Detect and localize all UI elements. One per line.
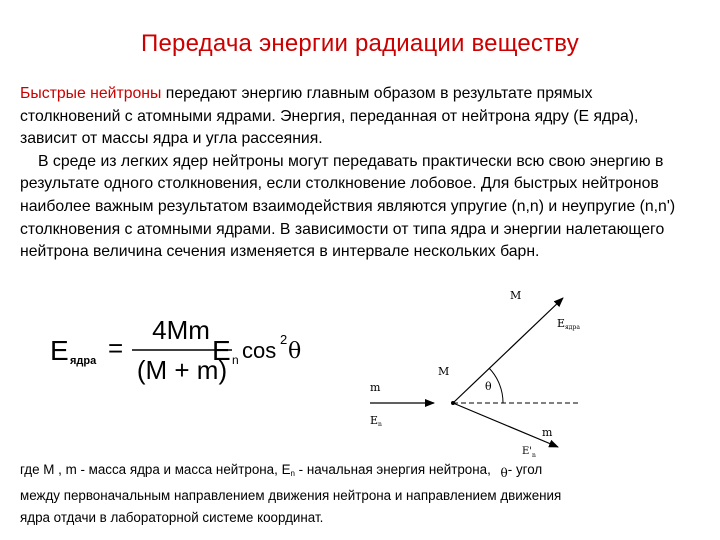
paragraph-1-text: передают энергию главным образом в результате прямых столкновений с атомными ядрами. Энергия, переданная от нейтрона ядру (E ядра), зависит от массы ядра и угла рассеяния. xyxy=(20,85,639,148)
label-theta: θ xyxy=(485,380,492,393)
collision-point xyxy=(451,401,455,405)
energy-formula xyxy=(48,312,338,392)
body-text xyxy=(20,83,690,264)
formula-numerator: 4Mm xyxy=(152,315,210,345)
formula-cos: cos xyxy=(242,338,277,363)
label-En-prime: E' xyxy=(522,446,533,457)
label-En-prime-sub: n xyxy=(532,452,536,459)
label-M-top: M xyxy=(510,289,522,302)
label-m-incoming: m xyxy=(370,381,381,394)
recoil-nucleus-arrow xyxy=(453,298,566,403)
formula-En-E: E xyxy=(212,335,231,366)
footnote-line-1 xyxy=(20,459,710,485)
theta-symbol: θ xyxy=(500,466,508,480)
formula-lhs-sub: ядра xyxy=(70,355,97,367)
label-En: E xyxy=(370,414,379,427)
paragraph-1 xyxy=(20,83,690,151)
formula-En-sub: n xyxy=(232,353,239,367)
footnote-sub: n xyxy=(290,469,295,478)
label-E-nucleus-sub: ядра xyxy=(565,324,580,331)
formula-equals: = xyxy=(108,333,124,363)
footnote-text-2: - начальная энергия нейтрона, xyxy=(294,462,495,477)
formula-theta: θ xyxy=(288,339,302,364)
formula-power: 2 xyxy=(280,332,288,347)
highlight-fast-neutrons: Быстрые нейтроны xyxy=(20,85,162,102)
footnote-line-3: ядра отдачи в лабораторной системе координат. xyxy=(20,510,324,525)
footnote-line-2: между первоначальным направлением движения нейтрона и направлением движения xyxy=(20,488,562,503)
scattered-neutron-arrow xyxy=(453,403,558,447)
formula-denominator: (M + m) xyxy=(136,355,228,385)
scattering-diagram xyxy=(360,280,600,460)
footnote-text-1: где M , m - масса ядра и масса нейтрона, E xyxy=(20,462,291,477)
label-E-nucleus: E xyxy=(557,317,566,330)
label-m-scattered: m xyxy=(542,426,553,439)
label-M-center: M xyxy=(438,365,450,378)
footnote xyxy=(20,459,710,529)
paragraph-2: В среде из легких ядер нейтроны могут передавать практически всю свою энергию в результате одного столкновения, если столкновение лобовое. Для быстрых нейтронов наиболее важным результатом взаимодействия являются упругие (n,n) и неупругие (n,n') столкновения с атомными ядрами. В зависимости от типа ядра и энергии налетающего нейтрона величина сечения изменяется в интервале нескольких барн. xyxy=(20,152,676,261)
label-En-sub: n xyxy=(378,421,382,428)
footnote-text-3: - угол xyxy=(507,462,543,477)
formula-lhs-E: E xyxy=(50,335,69,366)
slide-title: Передача энергии радиации веществу xyxy=(141,30,579,57)
